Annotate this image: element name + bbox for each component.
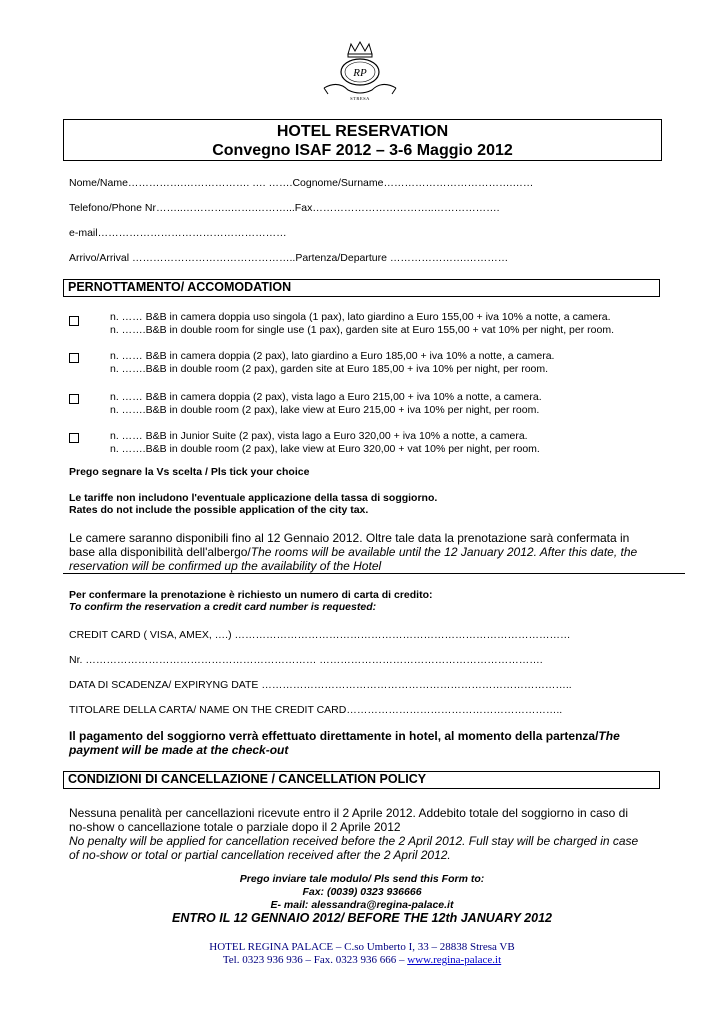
credit-card-field[interactable]: CREDIT CARD ( VISA, AMEX, ….) …………………………………………………………………………………… — [69, 629, 571, 641]
footer-contacts: Tel. 0323 936 936 – Fax. 0323 936 666 – www.regina-palace.it — [222, 954, 502, 966]
accommodation-heading: PERNOTTAMENTO/ ACCOMODATION — [63, 279, 660, 297]
option-1-it: n. …… B&B in camera doppia uso singola (1 pax), lato giardino a Euro 155,00 + iva 10% a notte, a camera. — [110, 311, 611, 323]
tick-choice-note: Prego segnare la Vs scelta / Pls tick your choice — [69, 466, 310, 478]
option-1-checkbox[interactable] — [69, 316, 79, 326]
tax-note-it: Le tariffe non includono l'eventuale applicazione della tassa di soggiorno. — [69, 492, 438, 504]
divider — [63, 573, 685, 574]
title-box — [63, 119, 662, 161]
cancellation-it-line-1: Nessuna penalità per cancellazioni ricevute entro il 2 Aprile 2012. Addebito totale del soggiorno in caso di — [69, 806, 629, 820]
option-2-it: n. …… B&B in camera doppia (2 pax), lato giardino a Euro 185,00 + iva 10% a notte, a camera. — [110, 350, 555, 362]
send-fax: Fax: (0039) 0323 936666 — [302, 886, 422, 898]
option-4-checkbox[interactable] — [69, 433, 79, 443]
payment-note-line-2: payment will be made at the check-out — [69, 743, 289, 757]
expiry-date-field[interactable]: DATA DI SCADENZA/ EXPIRYNG DATE …………………………………………………………………………….. — [69, 679, 572, 691]
arrival-departure-field[interactable]: Arrivo/Arrival ………………………………………..Partenza/Departure ………………….………… — [69, 252, 509, 264]
cancellation-heading: CONDIZIONI DI CANCELLAZIONE / CANCELLATION POLICY — [63, 771, 660, 789]
payment-note-line-1: Il pagamento del soggiorno verrà effettuato direttamente in hotel, al momento della partenza/The — [69, 729, 620, 743]
footer-address: HOTEL REGINA PALACE – C.so Umberto I, 33 – 28838 Stresa VB — [209, 941, 515, 953]
logo-monogram: RP — [353, 67, 367, 79]
availability-line-1: Le camere saranno disponibili fino al 12 Gennaio 2012. Oltre tale data la prenotazione sarà confermata in — [69, 531, 630, 545]
email-field[interactable]: e-mail……………………………………………… — [69, 227, 287, 239]
hotel-logo — [318, 40, 402, 106]
website-link[interactable]: www.regina-palace.it — [407, 954, 502, 966]
option-3-en: n. …….B&B in double room (2 pax), lake view at Euro 215,00 + iva 10% per night, per room. — [110, 404, 540, 416]
option-4-it: n. …… B&B in Junior Suite (2 pax), vista lago a Euro 320,00 + iva 10% a notte, a camera. — [110, 430, 528, 442]
phone-fax-field[interactable]: Telefono/Phone Nr……..…………..…….………...Fax……………………………..………………. — [69, 202, 500, 214]
logo-caption: STRESA — [350, 96, 370, 101]
cancellation-en-line-1: No penalty will be applied for cancellation received before the 2 April 2012. Full stay will be charged in case — [69, 834, 639, 848]
card-holder-field[interactable]: TITOLARE DELLA CARTA/ NAME ON THE CREDIT CARD…………………………………………………….. — [69, 704, 563, 716]
option-2-en: n. …….B&B in double room (2 pax), garden site at Euro 185,00 + iva 10% per night, per room. — [110, 363, 549, 375]
send-email[interactable]: E- mail: alessandra@regina-palace.it — [270, 899, 454, 911]
option-3-it: n. …… B&B in camera doppia (2 pax), vista lago a Euro 215,00 + iva 10% a notte, a camera. — [110, 391, 542, 403]
card-number-field[interactable]: Nr. ………………………………………………………… ………………………………………………………. — [69, 654, 543, 666]
option-3-checkbox[interactable] — [69, 394, 79, 404]
option-1-en: n. …….B&B in double room for single use (1 pax), garden site at Euro 155,00 + vat 10% per night, per room. — [110, 324, 614, 336]
send-instruction: Prego inviare tale modulo/ Pls send this Form to: — [239, 873, 485, 885]
option-2-checkbox[interactable] — [69, 353, 79, 363]
option-4-en: n. …….B&B in double room (2 pax), lake view at Euro 320,00 + vat 10% per night, per room. — [110, 443, 540, 455]
tax-note-en: Rates do not include the possible application of the city tax. — [69, 504, 369, 516]
deadline-note: ENTRO IL 12 GENNAIO 2012/ BEFORE THE 12th JANUARY 2012 — [172, 911, 552, 925]
cancellation-it-line-2: no-show o cancellazione totale o parziale dopo il 2 Aprile 2012 — [69, 820, 401, 834]
page-subtitle: Convegno ISAF 2012 – 3-6 Maggio 2012 — [212, 142, 513, 159]
credit-intro-it: Per confermare la prenotazione è richiesto un numero di carta di credito: — [69, 589, 433, 601]
cancellation-en-line-2: of no-show or total or partial cancellation received after the 2 April 2012. — [69, 848, 451, 862]
availability-line-3: reservation will be confirmed up the availability of the Hotel — [69, 559, 382, 573]
credit-intro-en: To confirm the reservation a credit card number is requested: — [69, 601, 377, 613]
name-field[interactable]: Nome/Name…………….………………. …. …….Cognome/Surname……………………………….…… — [69, 177, 534, 189]
availability-line-2: base alla disponibilità dell'albergo/The rooms will be available until the 12 January 2012. After this date, the — [69, 545, 638, 559]
page-title: HOTEL RESERVATION — [276, 123, 449, 140]
